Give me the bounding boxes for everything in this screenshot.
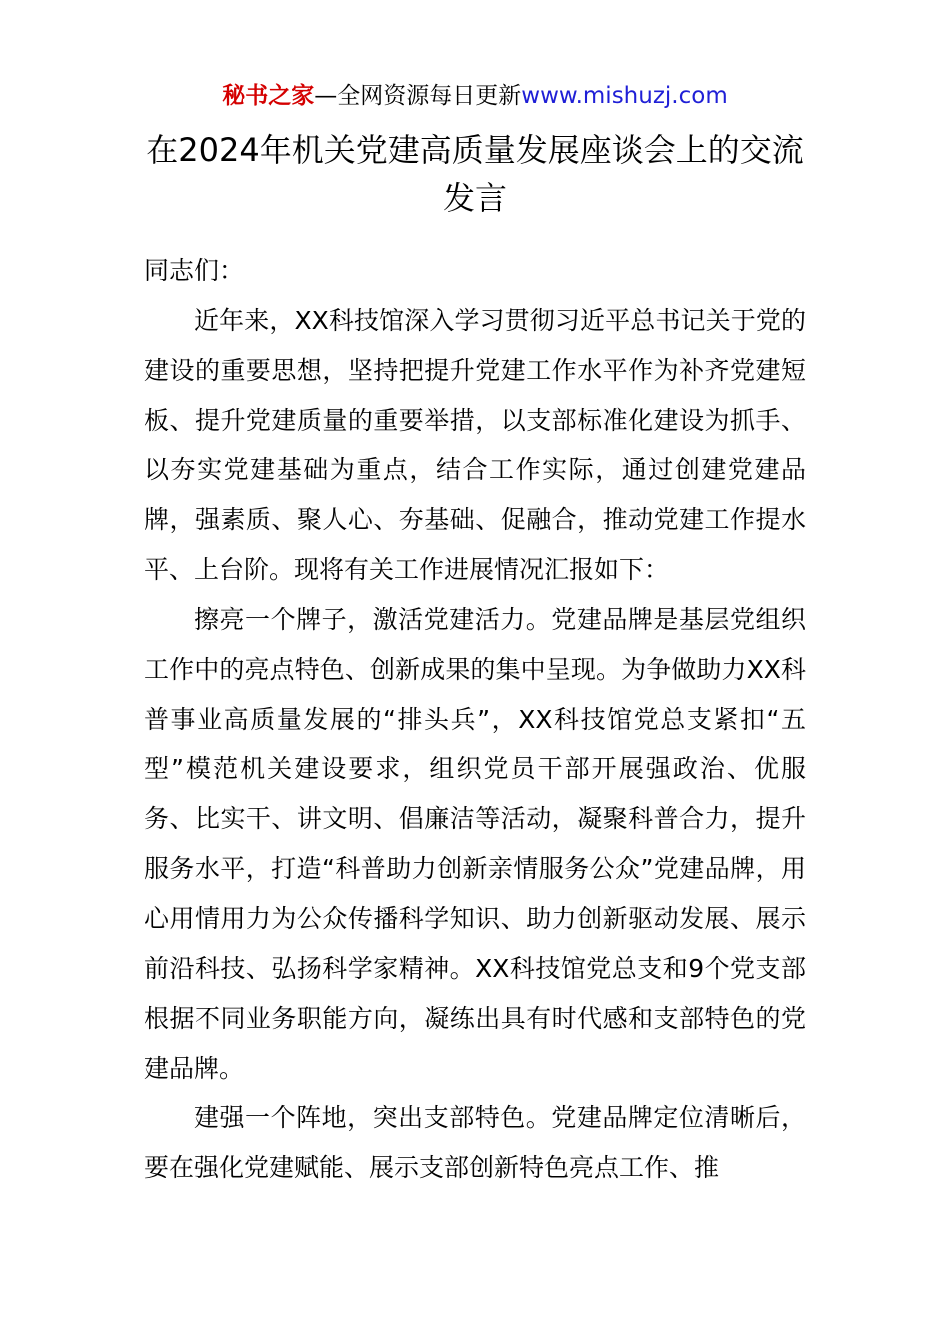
paragraph-intro: 近年来，XX科技馆深入学习贯彻习近平总书记关于党的建设的重要思想，坚持把提升党建工作水平作为补齐党建短板、提升党建质量的重要举措，以支部标准化建设为抓手、以夯实党建基础为重点，结合工作实际，通过创建党建品牌，强素质、聚人心、夯基础、促融合，推动党建工作提水平、上台阶。现将有关工作进展情况汇报如下： — [144, 305, 806, 585]
site-url-link[interactable]: www.mishuzj.com — [521, 83, 728, 109]
header-tagline: —全网资源每日更新 — [314, 83, 522, 109]
brand-name: 秘书之家 — [222, 83, 315, 109]
paragraph-brand: 擦亮一个牌子，激活党建活力。党建品牌是基层党组织工作中的亮点特色、创新成果的集中呈现。为争做助力XX科普事业高质量发展的“排头兵”，XX科技馆党总支紧扣“五型”模范机关建设要求，组织党员干部开展强政治、优服务、比实干、讲文明、倡廉洁等活动，凝聚科普合力，提升服务水平，打造“科普助力创新亲情服务公众”党建品牌，用心用情用力为公众传播科学知识、助力创新驱动发展、展示前沿科技、弘扬科学家精神。XX科技馆党总支和9个党支部根据不同业务职能方向，凝练出具有时代感和支部特色的党建品牌。 — [144, 604, 806, 1083]
site-header — [0, 80, 950, 112]
salutation: 同志们： — [144, 256, 245, 285]
paragraph-position: 建强一个阵地，突出支部特色。党建品牌定位清晰后，要在强化党建赋能、展示支部创新特色亮点工作、推 — [144, 1103, 806, 1183]
document-body — [144, 246, 806, 1193]
document-title: 在2024年机关党建高质量发展座谈会上的交流发言 — [146, 131, 804, 217]
